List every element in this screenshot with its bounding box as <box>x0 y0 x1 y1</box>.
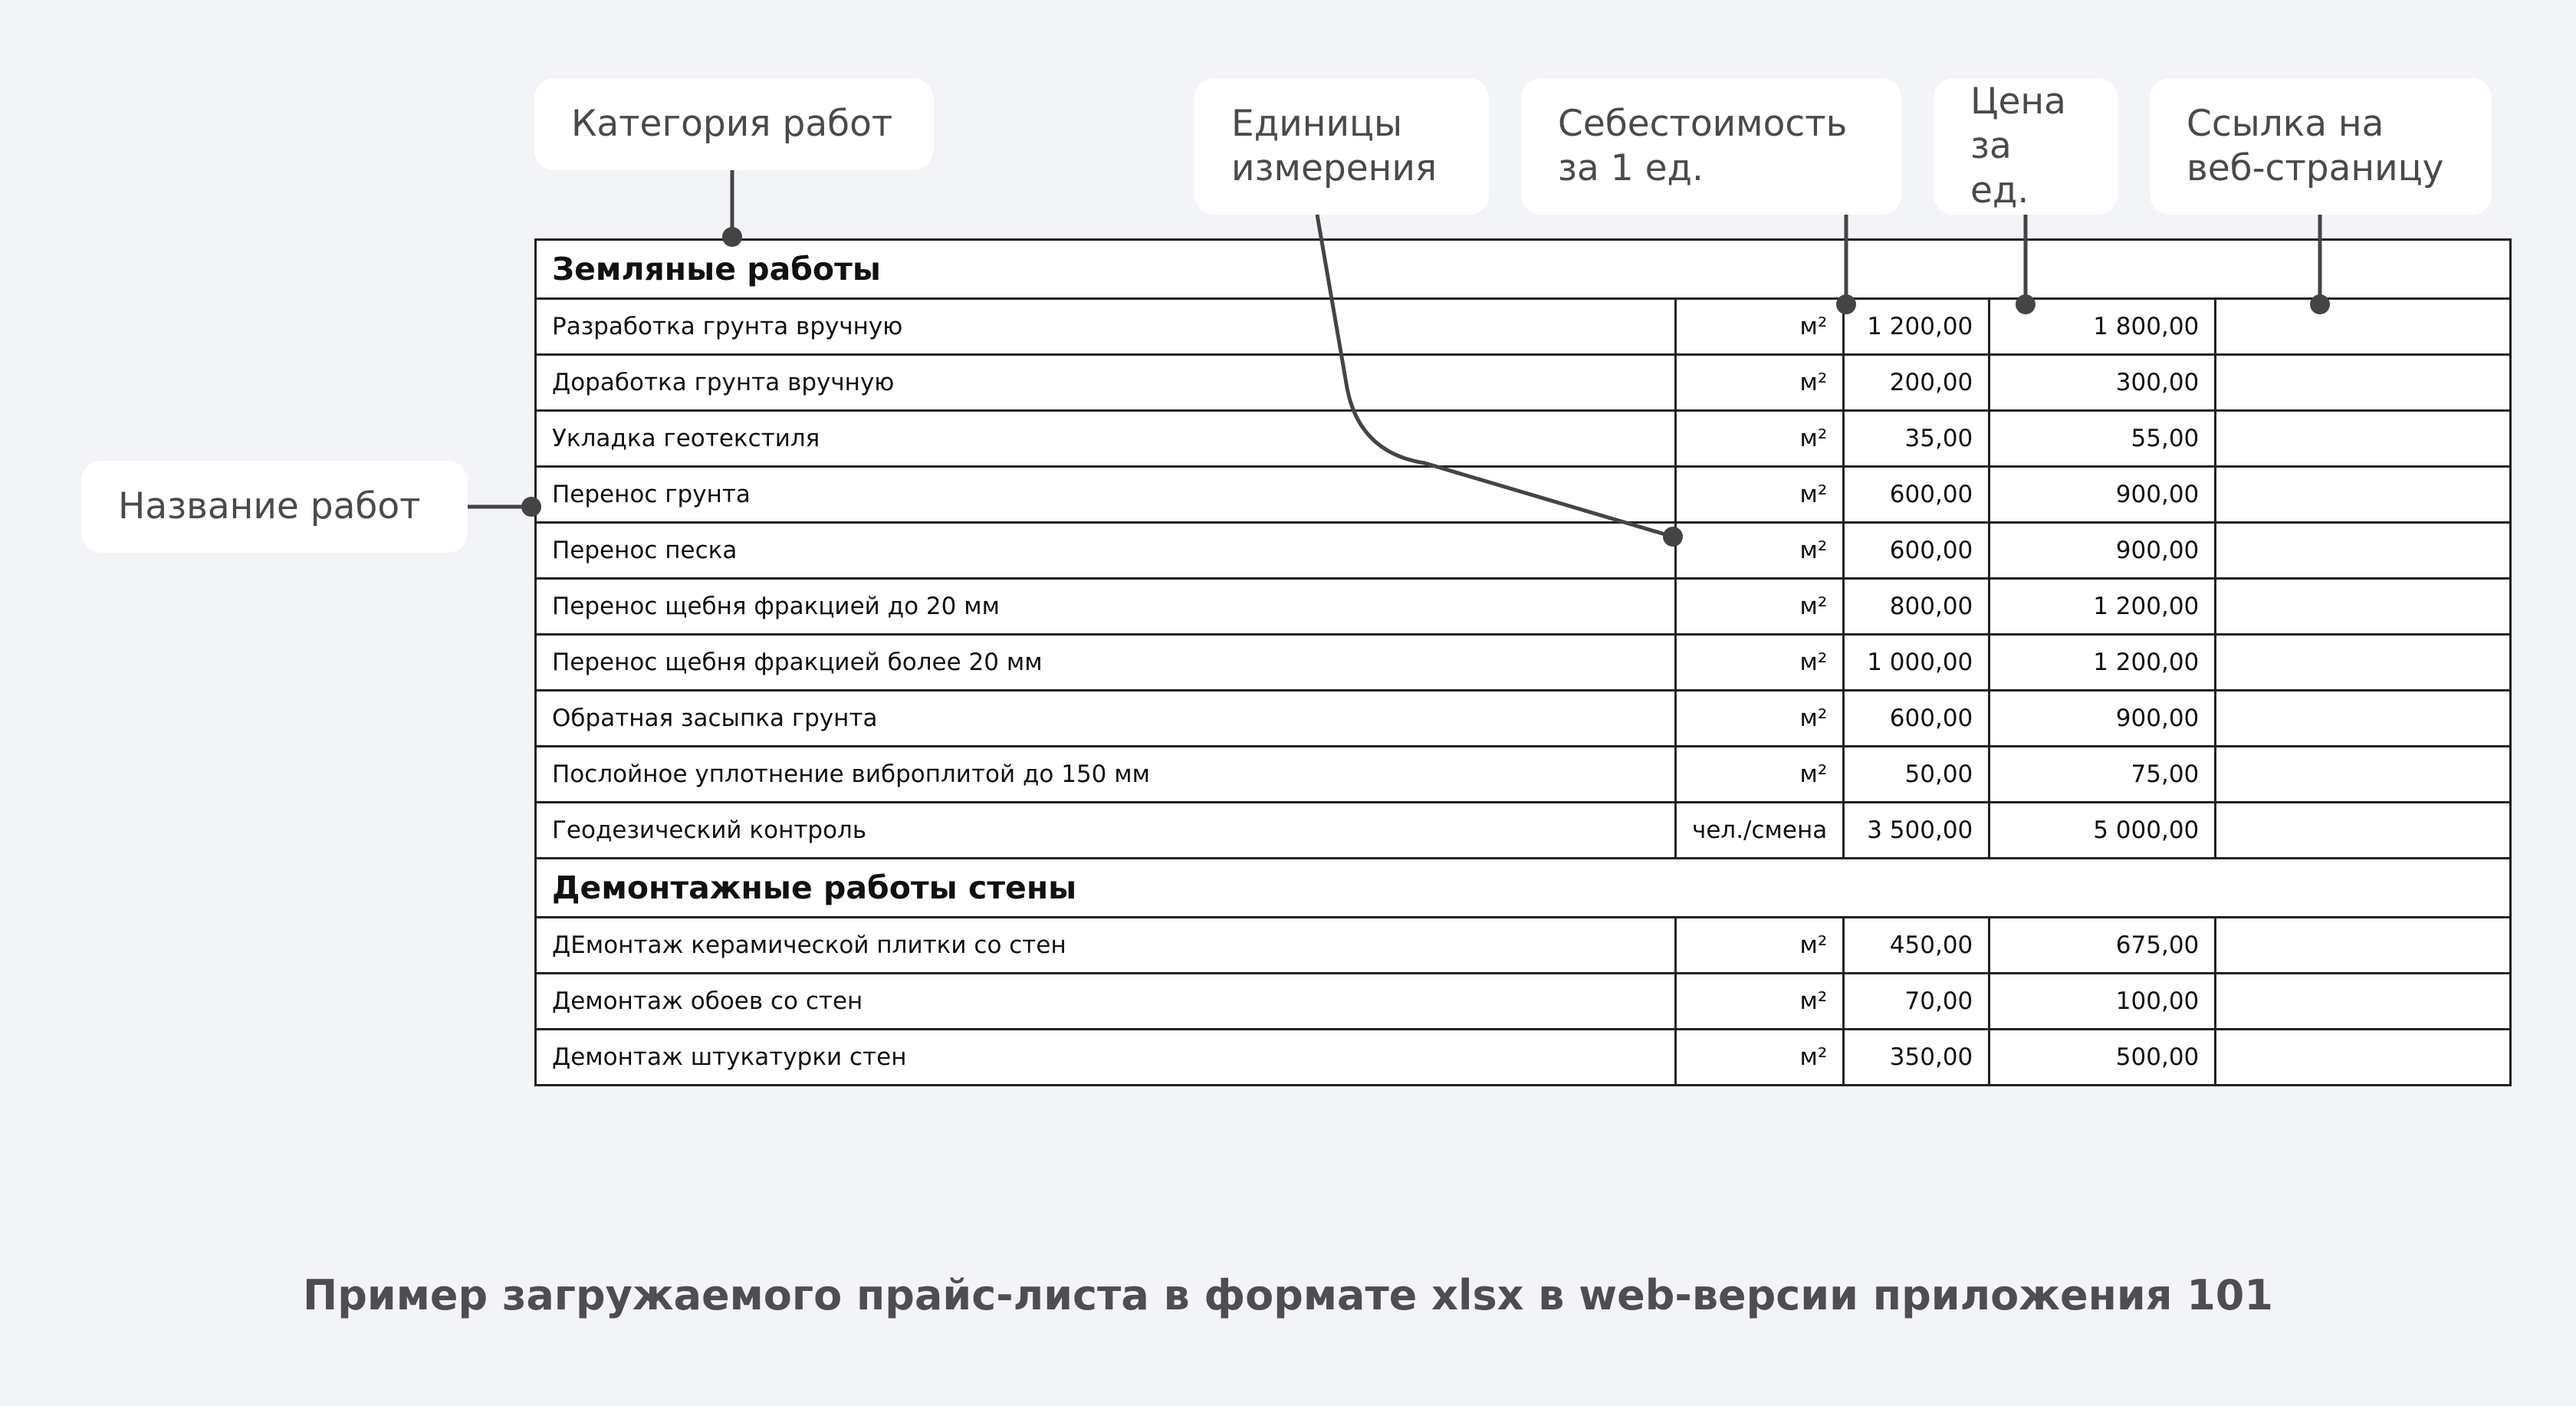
cost-cell: 200,00 <box>1844 355 1990 411</box>
cost-cell: 800,00 <box>1844 579 1990 635</box>
callout-units-label: Единицы измерения <box>1231 103 1438 189</box>
work-name-cell: Доработка грунта вручную <box>536 355 1676 411</box>
work-name-cell: Перенос щебня фракцией до 20 мм <box>536 579 1676 635</box>
cost-cell: 600,00 <box>1844 691 1990 747</box>
price-cell: 100,00 <box>1990 974 2216 1030</box>
work-name-cell: Демонтаж обоев со стен <box>536 974 1676 1030</box>
connector-dot-category <box>722 227 742 247</box>
unit-cell: м² <box>1676 1030 1844 1086</box>
cost-cell: 600,00 <box>1844 467 1990 523</box>
unit-cell: м² <box>1676 918 1844 974</box>
connector-units <box>1317 215 1673 537</box>
work-name-cell: Разработка грунта вручную <box>536 299 1676 355</box>
work-name-cell: ДЕмонтаж керамической плитки со стен <box>536 918 1676 974</box>
price-cell: 75,00 <box>1990 747 2216 803</box>
callout-category-label: Категория работ <box>571 103 893 145</box>
cost-cell: 50,00 <box>1844 747 1990 803</box>
price-cell: 300,00 <box>1990 355 2216 411</box>
category-title: Демонтажные работы стены <box>536 859 2511 918</box>
connector-dot-price <box>2016 294 2036 314</box>
price-cell: 55,00 <box>1990 411 2216 467</box>
price-cell: 900,00 <box>1990 691 2216 747</box>
price-cell: 1 200,00 <box>1990 579 2216 635</box>
callout-link-label: Ссылка на веб-страницу <box>2187 103 2444 189</box>
cost-cell: 1 200,00 <box>1844 299 1990 355</box>
work-name-cell: Перенос щебня фракцией более 20 мм <box>536 635 1676 691</box>
price-cell: 1 800,00 <box>1990 299 2216 355</box>
price-cell: 1 200,00 <box>1990 635 2216 691</box>
price-cell: 675,00 <box>1990 918 2216 974</box>
work-name-cell: Перенос песка <box>536 523 1676 579</box>
cost-cell: 450,00 <box>1844 918 1990 974</box>
cost-cell: 35,00 <box>1844 411 1990 467</box>
category-title: Земляные работы <box>536 240 2511 299</box>
unit-cell: м² <box>1676 355 1844 411</box>
work-name-cell: Геодезический контроль <box>536 803 1676 859</box>
cost-cell: 1 000,00 <box>1844 635 1990 691</box>
unit-cell: м² <box>1676 579 1844 635</box>
cost-cell: 3 500,00 <box>1844 803 1990 859</box>
caption: Пример загружаемого прайс-листа в формате xlsx в web-версии приложения 101 <box>303 1271 2273 1319</box>
unit-cell: чел./смена <box>1676 803 1844 859</box>
cost-cell: 70,00 <box>1844 974 1990 1030</box>
work-name-cell: Послойное уплотнение виброплитой до 150 мм <box>536 747 1676 803</box>
callout-price-label: Цена за ед. <box>1970 80 2066 212</box>
unit-cell: м² <box>1676 467 1844 523</box>
unit-cell: м² <box>1676 411 1844 467</box>
price-cell: 900,00 <box>1990 523 2216 579</box>
connector-dot-name <box>521 497 541 517</box>
cost-cell: 600,00 <box>1844 523 1990 579</box>
price-cell: 5 000,00 <box>1990 803 2216 859</box>
connector-dot-cost <box>1836 294 1856 314</box>
connector-dot-link <box>2310 294 2330 314</box>
unit-cell: м² <box>1676 523 1844 579</box>
price-cell: 500,00 <box>1990 1030 2216 1086</box>
cost-cell: 350,00 <box>1844 1030 1990 1086</box>
work-name-cell: Перенос грунта <box>536 467 1676 523</box>
unit-cell: м² <box>1676 299 1844 355</box>
callout-cost-label: Себестоимость за 1 ед. <box>1558 103 1848 189</box>
connector-dot-units <box>1663 527 1683 547</box>
work-name-cell: Обратная засыпка грунта <box>536 691 1676 747</box>
work-name-cell: Демонтаж штукатурки стен <box>536 1030 1676 1086</box>
callout-name-label: Название работ <box>118 485 421 527</box>
unit-cell: м² <box>1676 691 1844 747</box>
unit-cell: м² <box>1676 635 1844 691</box>
price-cell: 900,00 <box>1990 467 2216 523</box>
unit-cell: м² <box>1676 747 1844 803</box>
work-name-cell: Укладка геотекстиля <box>536 411 1676 467</box>
unit-cell: м² <box>1676 974 1844 1030</box>
